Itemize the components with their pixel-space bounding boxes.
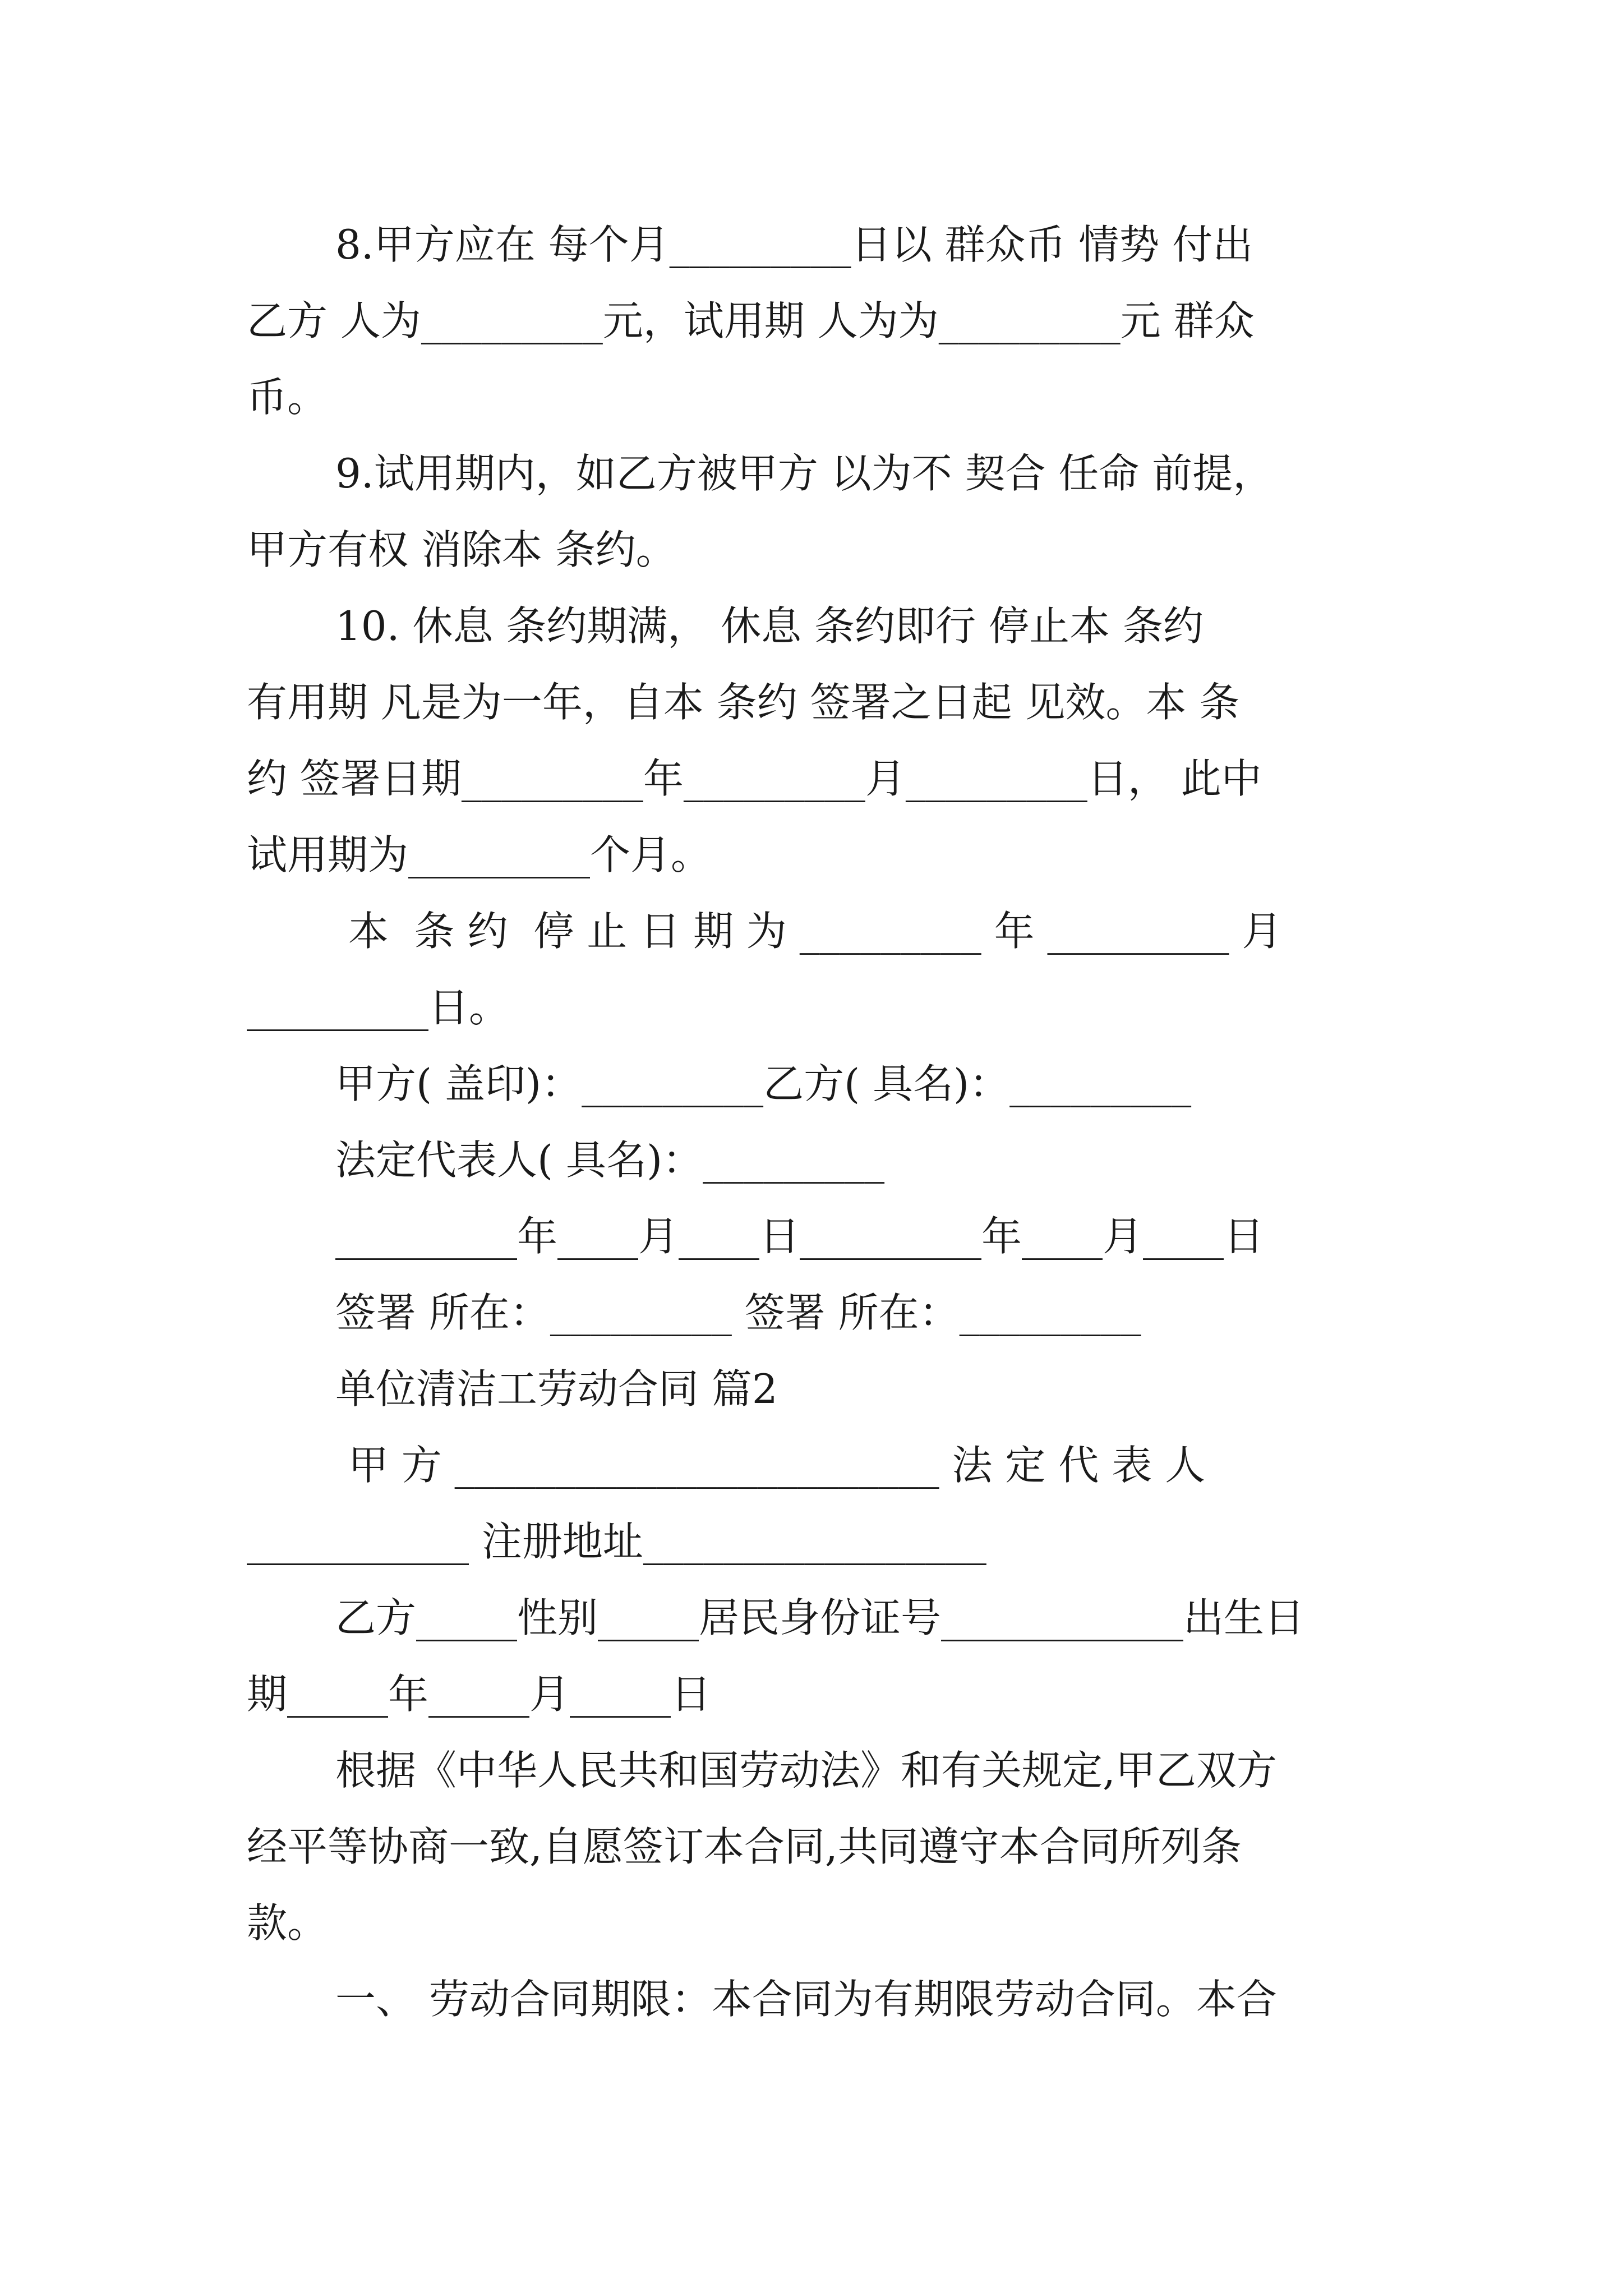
clause-8-line-2: 乙方 人为_________元，试用期 人为为_________元 群众 [247, 297, 1255, 344]
signature-parties-line: 甲方( 盖印)：_________乙方( 具名)：_________ [335, 1060, 1192, 1107]
clause-9-line-2: 甲方有权 消除本 条约。 [247, 526, 676, 573]
section-heading: 单位清洁工劳动合同 篇2 [335, 1365, 778, 1412]
legal-rep-signature-line: 法定代表人( 具名)：_________ [335, 1137, 885, 1184]
preamble-line-1: 根据《中华人民共和国劳动法》和有关规定,甲乙双方 [335, 1747, 1277, 1794]
clause-10-line-1: 10. 休息 条约期满， 休息 条约即行 停止本 条约 [335, 602, 1204, 650]
clause-8-line-3: 币。 [247, 374, 328, 421]
clause-8-line-1: 8.甲方应在 每个月_________日以 群众币 情势 付出 [335, 221, 1253, 268]
party-b-line-1: 乙方_____性别_____居民身份证号____________出生日 [335, 1594, 1305, 1641]
party-b-line-2: 期_____年_____月_____日 [247, 1671, 711, 1718]
clause-9-line-1: 9.试用期内，如乙方被甲方 以为不 契合 任命 前提， [335, 450, 1274, 497]
clause-10-line-4: 试用期为_________个月。 [247, 831, 712, 878]
signature-dates-line: _________年____月____日_________年____月____日 [335, 1213, 1264, 1260]
signature-location-line: 签署 所在：_________ 签署 所在：_________ [335, 1289, 1141, 1336]
party-a-line-2: ___________ 注册地址_________________ [247, 1518, 986, 1565]
preamble-line-3: 款。 [247, 1899, 328, 1947]
party-a-line-1: 甲 方 ________________________ 法 定 代 表 人 [335, 1442, 1206, 1489]
end-date-line-2: _________日。 [247, 984, 510, 1031]
preamble-line-2: 经平等协商一致,自愿签订本合同,共同遵守本合同所列条 [247, 1823, 1242, 1870]
clause-10-line-2: 有用期 凡是为一年，自本 条约 签署之日起 见效。本 条 [247, 679, 1240, 726]
clause-10-line-3: 约 签署日期_________年_________月_________日， 此中 [247, 755, 1262, 802]
article-1-line-1: 一、 劳动合同期限：本合同为有期限劳动合同。本合 [335, 1976, 1277, 2023]
end-date-line-1: 本 条 约 停 止 日 期 为 _________ 年 _________ 月 [335, 908, 1283, 955]
